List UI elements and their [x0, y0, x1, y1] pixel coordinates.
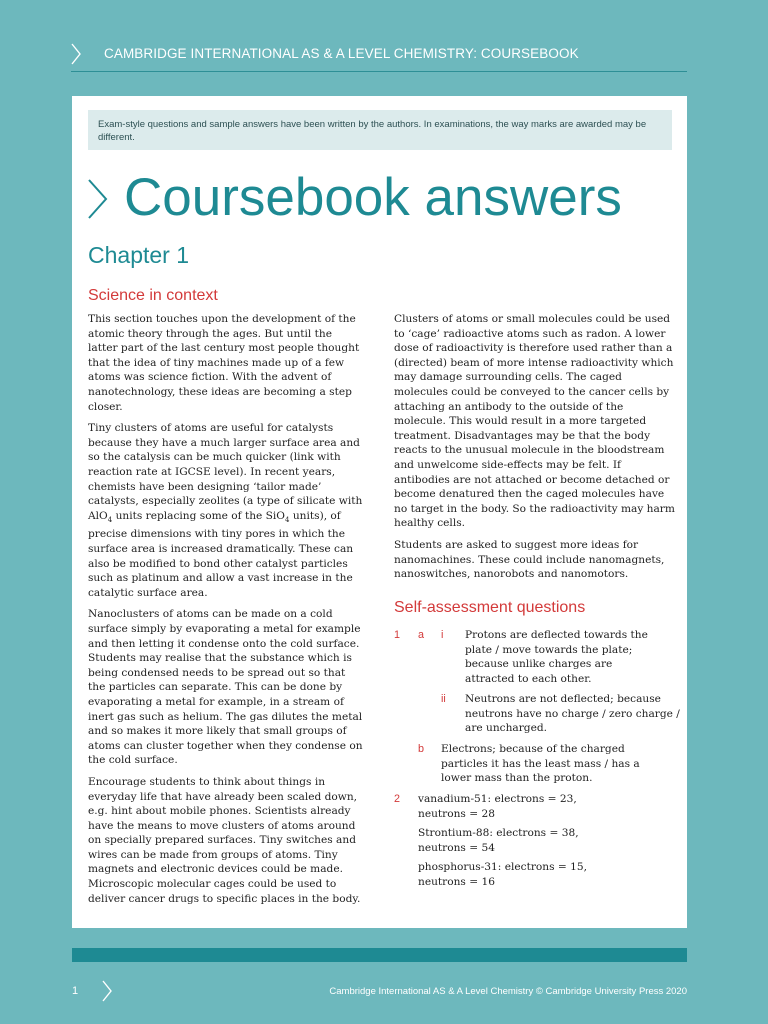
- page-number: 1: [72, 985, 79, 997]
- copyright-footer: Cambridge International AS & A Level Chemistry © Cambridge University Press 2020: [329, 986, 687, 997]
- section-heading-self-assessment: Self-assessment questions: [394, 599, 586, 616]
- disclaimer-note: Exam-style questions and sample answers have been written by the authors. In examinations, the way marks are awarded may be different.: [88, 110, 672, 150]
- question-list: [394, 628, 684, 894]
- question-1a-i: [394, 628, 684, 692]
- paragraph: Encourage students to think about things in everyday life that have already been scaled down, e.g. hint about mobile phones. Scientists already have the means to move clusters of atoms around on specially prepared surfaces. Tiny switches and wires can be made from groups of atoms. Tiny magnets and electronic devices could be made. Microscopic molecular cages could be used to deliver cancer drugs to specific places in the body.: [88, 775, 361, 905]
- question-2-strontium: [394, 826, 684, 860]
- footer-chevron-icon: [101, 980, 113, 1002]
- header-rule: [71, 71, 687, 72]
- answer-text: vanadium-51: electrons = 23, neutrons = 28: [418, 793, 577, 820]
- title-chevron-icon: [86, 178, 110, 220]
- left-column: [88, 312, 364, 913]
- chapter-heading: Chapter 1: [88, 242, 190, 268]
- section-heading-science: Science in context: [88, 287, 218, 304]
- right-column: [394, 312, 678, 589]
- question-number: 2: [394, 793, 401, 805]
- question-number: 1: [394, 629, 401, 641]
- answer-text: phosphorus-31: electrons = 15, neutrons = 16: [418, 861, 587, 888]
- paragraph: This section touches upon the development of the atomic theory through the ages. But until the latter part of the last century most people thought that the idea of tiny machines made up of a few atoms was science fiction. With the advent of nanotechnology, these ideas are becoming a step closer.: [88, 313, 360, 413]
- subpart-label: i: [441, 629, 444, 641]
- question-1a-ii: [394, 692, 684, 742]
- answer-text: Electrons; because of the charged particles it has the least mass / has a lower mass than the proton.: [441, 743, 640, 785]
- answer-text: Protons are deflected towards the plate / move towards the plate; because unlike charges are attracted to each other.: [465, 629, 648, 685]
- question-1b: [394, 742, 684, 792]
- footer-bar: [72, 948, 687, 962]
- page-title: Coursebook answers: [124, 168, 622, 227]
- question-2: [394, 792, 684, 826]
- paragraph: Nanoclusters of atoms can be made on a cold surface simply by evaporating a metal for example and then letting it condense onto the cold surface. Students may realise that the substance which is being condensed needs to be spread out so that the particles can separate. This can be done by evaporating a metal for example, in a stream of inert gas such as helium. The gas dilutes the metal and so makes it more likely that small groups of atoms can cluster together when they condense on the cold surface.: [88, 608, 363, 767]
- header-chevron-icon: [70, 43, 82, 65]
- answer-text: Strontium-88: electrons = 38, neutrons = 54: [418, 827, 579, 854]
- paragraph: Clusters of atoms or small molecules could be used to ‘cage’ radioactive atoms such as radon. A lower dose of radioactivity is therefore used rather than a (directed) beam of more intense radioactivity which may damage surrounding cells. The caged molecules could be conveyed to the cancer cells by attaching an antibody to the outside of the molecule. This would result in a more targeted treatment. Disadvantages may be that the body reacts to the unusual molecule in the bloodstream and unwelcome side-effects may be felt. If antibodies are not attached or become detached or become denatured then the caged molecules have no target in the body. So the radioactivity may harm healthy cells.: [394, 313, 675, 530]
- part-label: b: [418, 743, 425, 755]
- question-2-phosphorus: [394, 860, 684, 894]
- part-label: a: [418, 629, 425, 641]
- answer-text: Neutrons are not deflected; because neutrons have no charge / zero charge / are uncharged.: [465, 693, 680, 735]
- running-header: CAMBRIDGE INTERNATIONAL AS & A LEVEL CHEMISTRY: COURSEBOOK: [104, 46, 579, 61]
- paragraph: Students are asked to suggest more ideas for nanomachines. These could include nanomagnets, nanoswitches, nanorobots and nanomotors.: [394, 538, 665, 581]
- subpart-label: ii: [441, 693, 446, 705]
- paragraph: Tiny clusters of atoms are useful for catalysts because they have a much larger surface area and so the catalysis can be much quicker (link with reaction rate at IGCSE level). In recent years, chemists have been designing ‘tailor made’ catalysts, especially zeolites (a type of silicate with AlO$_4$ units replacing some of the SiO$_4$ units), of precise dimensions with tiny pores in which the surface area is increased dramatically. These can also be modified to bond other catalyst particles such as platinum and allow a vast increase in the catalytic surface area.: [88, 422, 363, 599]
- page: [72, 96, 687, 928]
